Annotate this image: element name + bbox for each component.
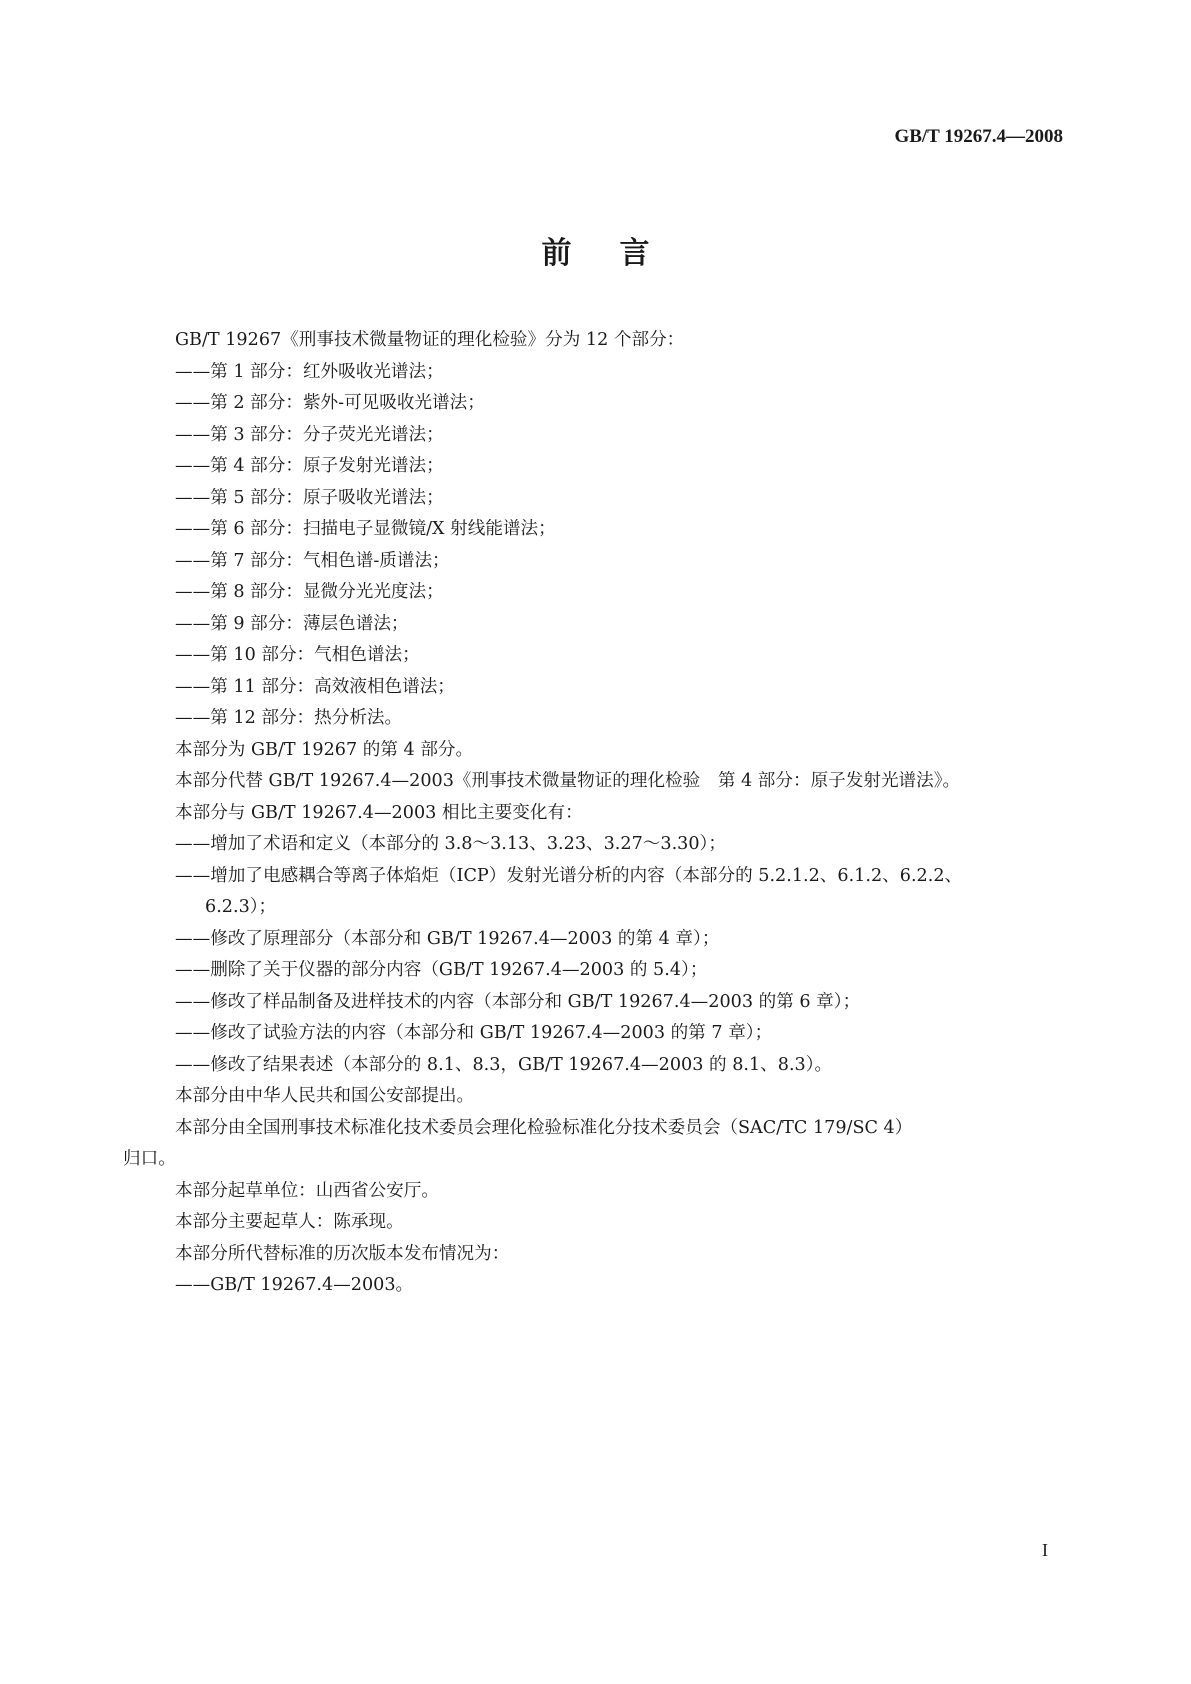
list-item: ——增加了术语和定义（本部分的 3.8～3.13、3.23、3.27～3.30）；: [175, 834, 726, 854]
paragraph-line: 本部分所代替标准的历次版本发布情况为：: [175, 1243, 510, 1264]
paragraph-line: 本部分由全国刑事技术标准化技术委员会理化检验标准化分技术委员会（SAC/TC 179/SC 4）: [175, 1117, 913, 1138]
paragraph-line: 本部分主要起草人：陈承现。: [175, 1212, 404, 1232]
list-item: ——GB/T 19267.4—2003。: [175, 1275, 414, 1295]
list-item: ——修改了试验方法的内容（本部分和 GB/T 19267.4—2003 的第 7 章）；: [175, 1023, 773, 1043]
paragraph-line: 本部分与 GB/T 19267.4—2003 相比主要变化有：: [175, 802, 583, 823]
list-item: ——增加了电感耦合等离子体焰炬（ICP）发射光谱分析的内容（本部分的 5.2.1.2、6.1.2、6.2.2、: [175, 865, 963, 886]
paragraph-line: 归口。: [123, 1149, 176, 1169]
list-item: ——第 7 部分：气相色谱-质谱法；: [175, 550, 450, 571]
list-item: ——第 9 部分：薄层色谱法；: [175, 613, 409, 634]
page-title: 前言: [541, 236, 698, 271]
paragraph-line: 本部分起草单位：山西省公安厅。: [175, 1180, 439, 1201]
list-item: ——第 11 部分：高效液相色谱法；: [175, 676, 455, 697]
list-item: ——第 10 部分：气相色谱法；: [175, 645, 420, 665]
list-item: ——第 5 部分：原子吸收光谱法；: [175, 487, 444, 508]
list-item: ——第 4 部分：原子发射光谱法；: [175, 456, 444, 476]
list-item: ——第 8 部分：显微分光光度法；: [175, 582, 444, 602]
list-item: ——第 12 部分：热分析法。: [175, 708, 403, 728]
list-item: ——修改了原理部分（本部分和 GB/T 19267.4—2003 的第 4 章）；: [175, 928, 720, 949]
list-item: ——修改了结果表述（本部分的 8.1、8.3，GB/T 19267.4—2003 的 8.1、8.3）。: [175, 1054, 833, 1075]
list-item: ——第 3 部分：分子荧光光谱法；: [175, 424, 444, 445]
paragraph-line: 本部分由中华人民共和国公安部提出。: [175, 1086, 475, 1106]
foreword-body: [123, 325, 1073, 1302]
paragraph-line: GB/T 19267《刑事技术微量物证的理化检验》分为 12 个部分：: [175, 330, 685, 350]
paragraph-line: 6.2.3）；: [205, 897, 277, 917]
list-item: ——删除了关于仪器的部分内容（GB/T 19267.4—2003 的 5.4）；: [175, 960, 708, 980]
list-item: ——第 2 部分：紫外-可见吸收光谱法；: [175, 393, 485, 413]
page-number: I: [1042, 1540, 1048, 1560]
paragraph-line: 本部分为 GB/T 19267 的第 4 部分。: [175, 739, 474, 760]
list-item: ——第 6 部分：扫描电子显微镜/X 射线能谱法；: [175, 519, 556, 539]
standard-code: GB/T 19267.4—2008: [894, 126, 1063, 147]
list-item: ——第 1 部分：红外吸收光谱法；: [175, 361, 444, 382]
paragraph-line: 本部分代替 GB/T 19267.4—2003《刑事技术微量物证的理化检验 第 4 部分：原子发射光谱法》。: [175, 771, 961, 791]
list-item: ——修改了样品制备及进样技术的内容（本部分和 GB/T 19267.4—2003 的第 6 章）；: [175, 991, 861, 1012]
